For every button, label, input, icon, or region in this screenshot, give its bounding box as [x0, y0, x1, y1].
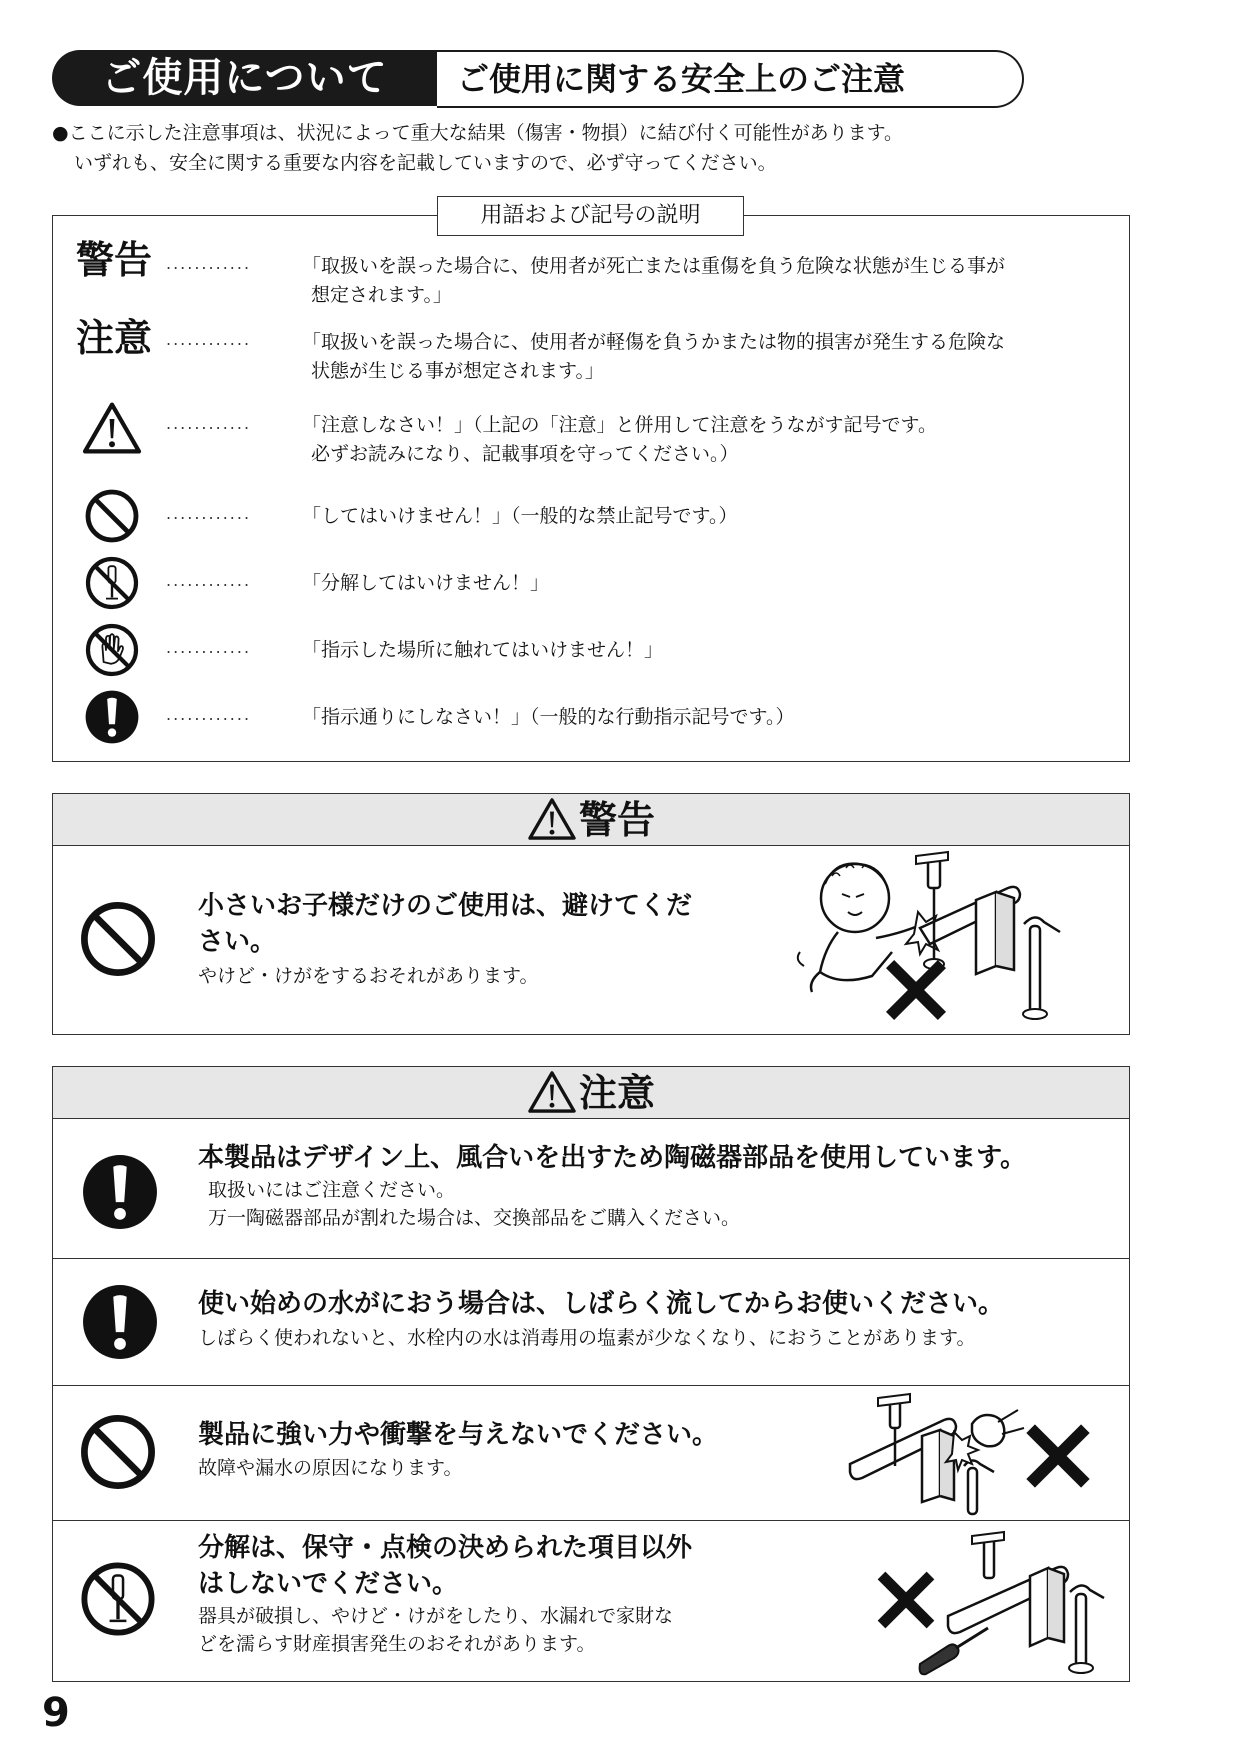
- leader-dots: ............: [166, 330, 252, 349]
- term-description-line: 必ずお読みになり、記載事項を守ってください。）: [311, 443, 739, 465]
- warning-triangle-icon: [82, 398, 142, 458]
- warning-heading: 警告: [578, 798, 655, 842]
- item-title-line: 分解は、保守・点検の決められた項目以外: [198, 1533, 693, 1563]
- leader-dots: ............: [166, 504, 252, 523]
- term-description-line: 「注意しなさい！」（上記の「注意」と併用して注意をうながす記号です。: [302, 414, 937, 436]
- item-detail-line: 器具が破損し、やけど・けがをしたり、水漏れで家財な: [198, 1605, 674, 1627]
- term-label-chui: 注意: [75, 316, 152, 360]
- row-divider: [52, 1258, 1130, 1259]
- term-description-line: 「取扱いを誤った場合に、使用者が死亡または重傷を負う危険な状態が生じる事が: [302, 255, 1006, 277]
- section-title-badge: ご使用について: [52, 50, 437, 106]
- intro-paragraph: [52, 118, 1152, 178]
- term-label-keikoku: 警告: [75, 238, 152, 282]
- no-disassembly-icon: [76, 1557, 160, 1641]
- mandatory-action-icon: [78, 1150, 162, 1234]
- item-detail-line: 取扱いにはご注意ください。: [208, 1179, 456, 1201]
- term-description: [302, 328, 1082, 386]
- item-detail-line: どを濡らす財産損害発生のおそれがあります。: [198, 1633, 596, 1655]
- item-title-line: 小さいお子様だけのご使用は、避けてくだ: [198, 891, 693, 921]
- caution-item-detail: しばらく使われないと、水栓内の水は消毒用の塩素が少なくなり、におうことがあります。: [198, 1327, 976, 1349]
- warning-triangle-icon: [527, 797, 577, 841]
- child-faucet-illustration: [780, 848, 1070, 1028]
- term-description-line: 「取扱いを誤った場合に、使用者が軽傷を負うかまたは物的損害が発生する危険な: [302, 331, 1006, 353]
- warning-triangle-icon: [527, 1070, 577, 1114]
- leader-dots: ............: [166, 705, 252, 724]
- caution-item-detail: [208, 1176, 1108, 1232]
- warning-item-title: [198, 888, 738, 960]
- section-subtitle: ご使用に関する安全上のご注意: [437, 50, 1024, 108]
- caution-item-title: 本製品はデザイン上、風合いを出すため陶磁器部品を使用しています。: [198, 1143, 1027, 1173]
- term-description-line: 状態が生じる事が想定されます。」: [311, 360, 604, 382]
- intro-line-2: いずれも、安全に関する重要な内容を記載していますので、必ず守ってください。: [74, 152, 777, 174]
- row-divider: [52, 1520, 1130, 1521]
- caution-item-detail: 故障や漏水の原因になります。: [198, 1457, 463, 1479]
- caution-item-title: 使い始めの水がにおう場合は、しばらく流してからお使いください。: [198, 1289, 1005, 1319]
- impact-faucet-illustration: [848, 1392, 1098, 1517]
- prohibition-icon: [76, 897, 160, 981]
- caution-item-detail: [198, 1602, 758, 1658]
- prohibition-icon: [76, 1410, 160, 1494]
- prohibition-icon: [82, 486, 142, 546]
- page-number: 9: [42, 1690, 70, 1736]
- row-divider: [52, 1385, 1130, 1386]
- caution-section-header: [52, 1066, 1130, 1119]
- term-description-line: 想定されます。」: [311, 284, 452, 306]
- caution-item-title: 製品に強い力や衝撃を与えないでください。: [198, 1420, 719, 1450]
- caution-item-title: [198, 1530, 758, 1602]
- terms-legend-title: 用語および記号の説明: [437, 196, 744, 236]
- warning-section-header: [52, 793, 1130, 846]
- item-detail-line: 万一陶磁器部品が割れた場合は、交換部品をご購入ください。: [208, 1207, 741, 1229]
- mandatory-action-icon: [78, 1280, 162, 1364]
- leader-dots: ............: [166, 571, 252, 590]
- caution-heading: 注意: [578, 1071, 655, 1115]
- term-description: 「分解してはいけません！」: [302, 572, 550, 594]
- leader-dots: ............: [166, 254, 252, 273]
- term-description: 「指示した場所に触れてはいけません！」: [302, 639, 664, 661]
- term-description: 「してはいけません！」（一般的な禁止記号です。）: [302, 505, 738, 527]
- term-description: [302, 252, 1082, 310]
- leader-dots: ............: [166, 638, 252, 657]
- leader-dots: ............: [166, 414, 252, 433]
- disassembly-faucet-illustration: [870, 1528, 1110, 1678]
- intro-line-1: ●ここに示した注意事項は、状況によって重大な結果（傷害・物損）に結び付く可能性があります。: [52, 122, 904, 144]
- warning-item-detail: やけど・けがをするおそれがあります。: [198, 965, 539, 987]
- no-touch-icon: [82, 620, 142, 680]
- term-description: 「指示通りにしなさい！」（一般的な行動指示記号です。）: [302, 706, 795, 728]
- item-title-line: はしないでください。: [198, 1569, 459, 1599]
- item-title-line: さい。: [198, 927, 277, 957]
- mandatory-action-icon: [82, 687, 142, 747]
- no-disassembly-icon: [82, 553, 142, 613]
- term-description: [302, 411, 1082, 469]
